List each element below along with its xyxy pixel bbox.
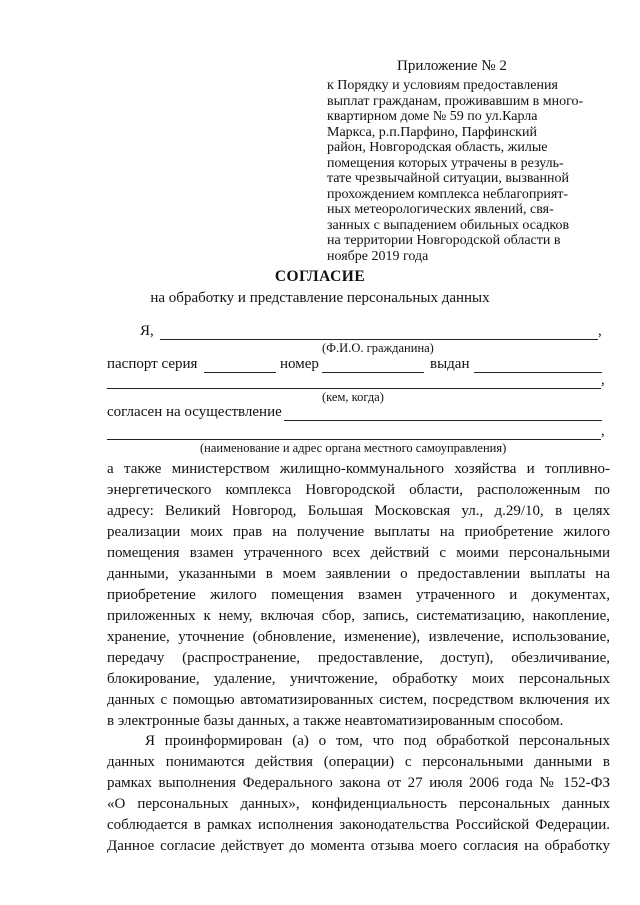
appendix-note-line: ноябре 2019 года	[327, 248, 429, 264]
paragraph-line: Данное согласие действует до момента отзыва моего согласия на обработку	[107, 838, 610, 854]
paragraph-line: рамках выполнения Федерального закона от 27 июля 2006 года № 152-ФЗ	[107, 775, 610, 791]
paragraph-line: в электронные базы данных, а также неавтоматизированным способом.	[107, 713, 564, 729]
appendix-note-line: тате чрезвычайной ситуации, вызванной	[327, 171, 569, 186]
i-label: Я,	[140, 323, 154, 339]
issued-continuation-line[interactable]	[107, 388, 601, 389]
appendix-note-line: занных с выпадением обильных осадков	[327, 217, 570, 233]
appendix-note-line: район, Новгородская область, жилые	[327, 140, 548, 155]
passport-series-line[interactable]	[204, 372, 276, 373]
appendix-note-line: помещения которых утрачены в резуль-	[327, 155, 564, 171]
comma: ,	[598, 323, 602, 339]
authority-line[interactable]	[107, 439, 601, 440]
paragraph-line: «О персональных данных», конфиденциальность персональных данных	[107, 796, 610, 812]
paragraph-2	[107, 731, 610, 857]
issued-caption: (кем, когда)	[322, 390, 384, 404]
document-title: СОГЛАСИЕ	[274, 268, 366, 285]
passport-number-line[interactable]	[322, 372, 424, 373]
paragraph-line: реализации моих прав на получение выплаты на приобретение жилого	[107, 524, 610, 540]
paragraph-line: хранение, уточнение (обновление, изменение), извлечение, использование,	[107, 629, 610, 645]
paragraph-1	[107, 459, 610, 732]
paragraph-line: а также министерством жилищно-коммунального хозяйства и топливно-	[107, 461, 610, 477]
authority-caption: (наименование и адрес органа местного самоуправления)	[200, 441, 507, 455]
paragraph-line: передачу (распространение, предоставление, доступ), обезличивание,	[107, 650, 610, 666]
passport-number-label: номер	[280, 356, 319, 372]
consent-line[interactable]	[284, 420, 602, 421]
appendix-note-line: к Порядку и условиям предоставления	[327, 78, 558, 93]
appendix-note-line: на территории Новгородской области в	[327, 233, 561, 248]
appendix-note-line: прохождением комплекса неблагоприят-	[327, 186, 569, 202]
paragraph-line: блокирование, удаление, уничтожение, обработку моих персональных	[107, 671, 610, 687]
paragraph-line: приложенных к нему, включая сбор, запись, систематизацию, накопление,	[107, 608, 610, 624]
consent-label: согласен на осуществление	[107, 404, 282, 420]
paragraph-line: данных с помощью автоматизированных систем, посредством включения их	[107, 692, 610, 708]
appendix-note-line: выплат гражданам, проживавшим в много-	[327, 93, 584, 109]
appendix-note-line: квартирном доме № 59 по ул.Карла	[327, 109, 538, 124]
fio-caption: (Ф.И.О. гражданина)	[322, 341, 434, 355]
appendix-note-line: ных метеорологических явлений, свя-	[327, 202, 554, 217]
paragraph-line: приобретение жилого помещения взамен утраченного и документах,	[107, 587, 610, 603]
comma: ,	[601, 372, 605, 388]
paragraph-line: энергетического комплекса Новгородской области, расположенным по	[107, 482, 610, 498]
appendix-title: Приложение № 2	[397, 58, 507, 74]
appendix-note	[327, 78, 597, 264]
paragraph-line: соблюдается в рамках исполнения законодательства Российской Федерации.	[107, 817, 610, 833]
paragraph-line: помещения взамен утраченного всех действий с моими персональными	[107, 545, 610, 561]
paragraph-line: Я проинформирован (а) о том, что под обработкой персональных	[145, 733, 610, 749]
paragraph-line: данных понимаются действия (операции) с персональными данными в	[107, 754, 610, 770]
issued-line[interactable]	[474, 372, 602, 373]
paragraph-line: данными, указанными в моем заявлении о предоставлении выплаты на	[107, 566, 610, 582]
passport-series-label: паспорт серия	[107, 356, 198, 372]
appendix-note-line: Маркса, р.п.Парфино, Парфинский	[327, 124, 537, 140]
paragraph-line: адресу: Великий Новгород, Большая Московская ул., д.29/10, в целях	[107, 503, 610, 519]
comma: ,	[601, 423, 605, 439]
fio-field-line[interactable]	[160, 339, 598, 340]
document-subtitle: на обработку и представление персональных данных	[150, 290, 490, 306]
issued-label: выдан	[430, 356, 470, 372]
